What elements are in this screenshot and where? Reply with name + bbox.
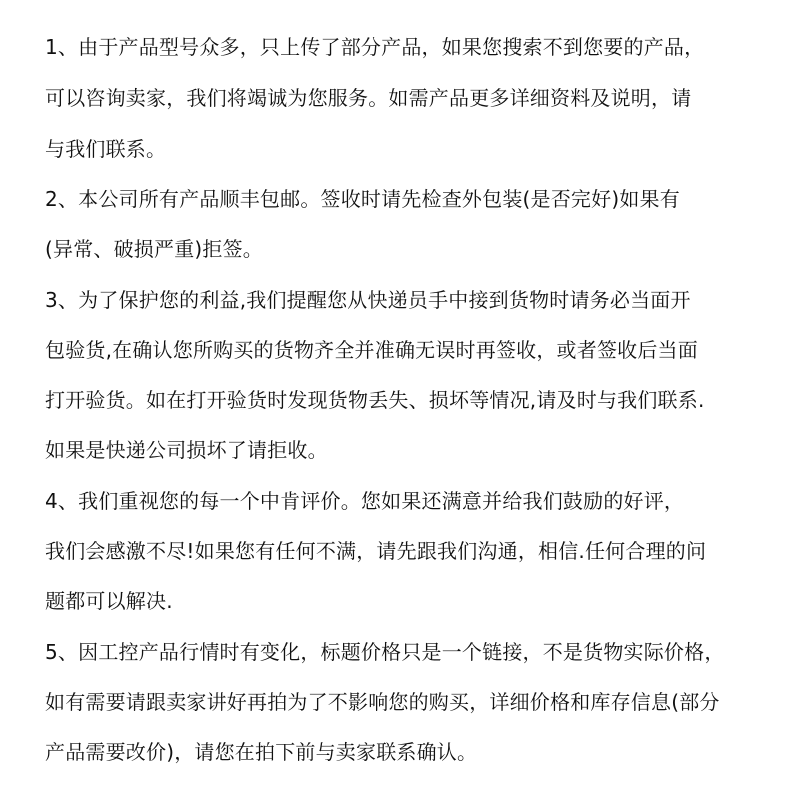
- notice-line: 我们会感激不尽!如果您有任何不满，请先跟我们沟通，相信.任何合理的问: [45, 539, 707, 563]
- notice-line: 题都可以解决.: [45, 589, 173, 613]
- notice-line: 如果是快递公司损坏了请拒收。: [45, 438, 328, 462]
- notice-line: 打开验货。如在打开验货时发现货物丢失、损坏等情况,请及时与我们联系.: [45, 388, 705, 412]
- notice-line: (异常、破损严重)拒签。: [45, 237, 264, 261]
- notice-line: 如有需要请跟卖家讲好再拍为了不影响您的购买，详细价格和库存信息(部分: [45, 690, 720, 714]
- notice-line: 包验货,在确认您所购买的货物齐全并准确无误时再签收，或者签收后当面: [45, 338, 698, 362]
- notice-line: 与我们联系。: [45, 137, 167, 161]
- notice-line: 产品需要改价)，请您在拍下前与卖家联系确认。: [45, 740, 478, 764]
- notice-line: 可以咨询卖家，我们将竭诚为您服务。如需产品更多详细资料及说明，请: [45, 86, 692, 110]
- notice-line: 3、为了保护您的利益,我们提醒您从快递员手中接到货物时请务必当面开: [45, 288, 691, 312]
- notice-line: 2、本公司所有产品顺丰包邮。签收时请先检查外包装(是否完好)如果有: [45, 187, 680, 211]
- notice-line: 4、我们重视您的每一个中肯评价。您如果还满意并给我们鼓励的好评，: [45, 489, 685, 513]
- notice-line: 1、由于产品型号众多，只上传了部分产品，如果您搜索不到您要的产品，: [45, 35, 705, 59]
- notice-line: 5、因工控产品行情时有变化，标题价格只是一个链接，不是货物实际价格，: [45, 640, 725, 664]
